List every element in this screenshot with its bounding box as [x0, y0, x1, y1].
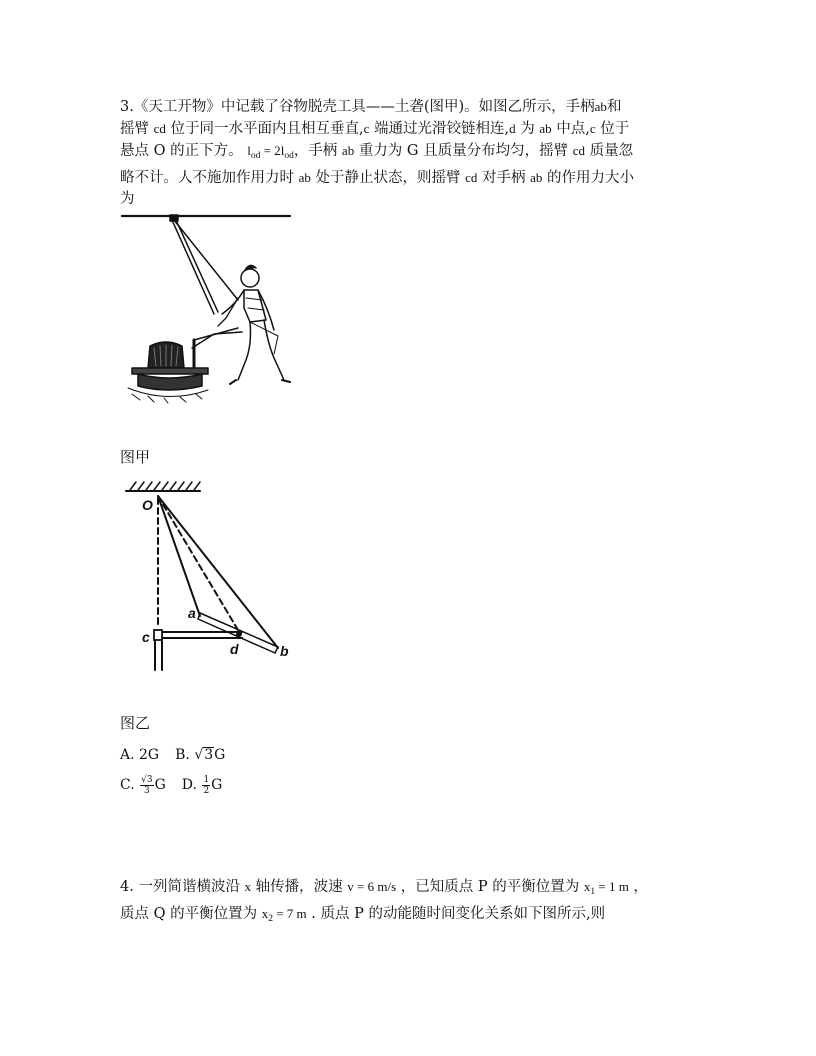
formula-x2: $x_2 = 7$ m: [261, 906, 307, 924]
option-b[interactable]: B. √ 3 G: [175, 747, 226, 763]
question-3-text: [120, 96, 700, 210]
question-4-text: [120, 876, 700, 930]
option-d[interactable]: D. $\frac{1}{2}$ G: [181, 774, 223, 796]
fraction-sqrt3-over-3: $\frac{√3}{3}$: [141, 774, 153, 796]
figure-yi-caption: 图乙: [120, 714, 151, 732]
figure-yi-diagram: [118, 476, 308, 676]
formula-x1: $x_1 = 1$ m: [583, 879, 629, 897]
q3-line-4: 略不计。人不施加作用力时 ab 处于静止状态，则摇臂 cd 对手柄 ab 的作用力大小: [120, 170, 634, 186]
option-c[interactable]: C. $\frac{√3}{3}$ G: [120, 774, 166, 796]
option-a[interactable]: A. 2G: [120, 747, 160, 763]
label-b: b: [280, 643, 289, 659]
q3-line-1: 3.《天工开物》中记载了谷物脱壳工具——土砻(图甲)。如图乙所示，手柄ab和: [120, 99, 622, 115]
q3-line-2: 摇臂 cd 位于同一水平面内且相互垂直,c 端通过光滑铰链相连,d 为 ab 中点,c 位于: [120, 121, 630, 137]
q4-line-2: 质点 Q 的平衡位置为 $x_2 = 7$ m . 质点 P 的动能随时间变化关系如下图所示,则: [120, 906, 606, 924]
formula-lod: $l_{od} = 2l_{od}$: [247, 143, 294, 161]
options-row-1: [120, 740, 241, 770]
q4-line-1: 4. 一列简谐横波沿 x 轴传播，波速 v = 6 m/s ，已知质点 P 的平衡位置为 $x_1 = 1$ m ，: [120, 879, 648, 897]
label-d: d: [230, 641, 239, 657]
label-a: a: [188, 605, 196, 621]
figure-jia-caption: 图甲: [120, 448, 151, 466]
sqrt-3: √ 3: [194, 747, 214, 763]
label-O: O: [142, 497, 153, 513]
q3-line-5: 为: [120, 191, 135, 207]
label-c: c: [142, 629, 150, 645]
options-row-2: [120, 770, 241, 800]
figure-jia-illustration: [118, 208, 298, 404]
q3-line-3: 悬点 O 的正下方。 $l_{od} = 2l_{od}$，手柄 ab 重力为 G 且质量分布均匀，摇臂 cd 质量忽: [120, 143, 634, 161]
answer-options: [120, 740, 241, 800]
fraction-1-over-2: $\frac{1}{2}$: [203, 774, 210, 796]
